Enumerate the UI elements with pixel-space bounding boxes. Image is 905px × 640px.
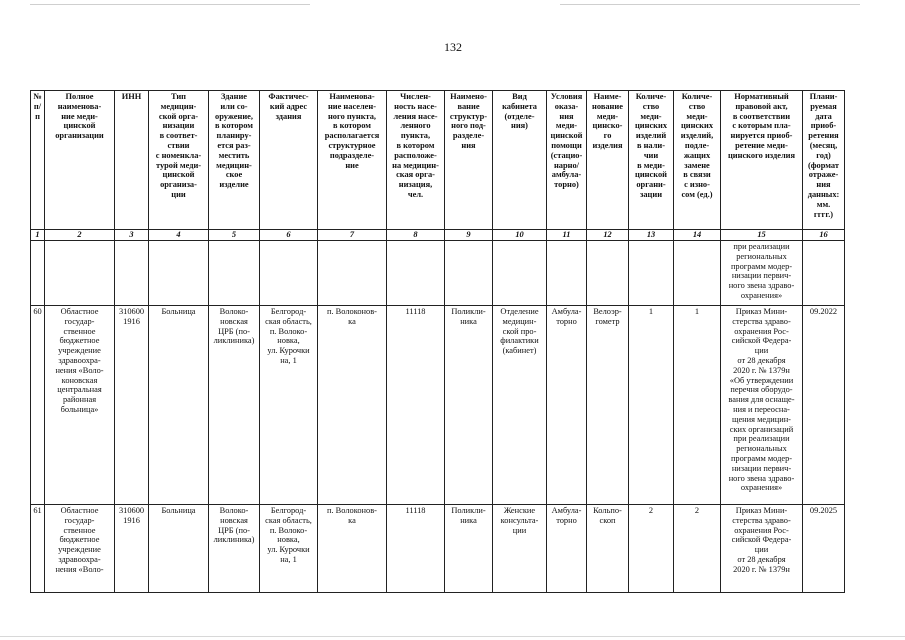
- column-number: 7: [318, 230, 387, 241]
- table-cell: [31, 241, 45, 306]
- column-number: 5: [209, 230, 260, 241]
- medical-equipment-table: [30, 90, 845, 593]
- qty-available-cell: 2: [629, 505, 674, 593]
- header-cell: Наиме- нование меди- цинско- го изделия: [587, 91, 629, 230]
- column-number: 12: [587, 230, 629, 241]
- header-cell: Наименова- ние населен- ного пункта, в котором располагается структурное подразделе- ние: [318, 91, 387, 230]
- header-cell: Полное наименова- ние меди- цинской организации: [45, 91, 115, 230]
- organization-name: Областное государ- ственное бюджетное учреждение здравоохра- нения «Воло-: [45, 505, 115, 593]
- column-number: 4: [149, 230, 209, 241]
- organization-name: Областное государ- ственное бюджетное учреждение здравоохра- нения «Воло- коновская центральная районная больница»: [45, 306, 115, 505]
- header-cell: Наимено- вание структур- ного под- разделе- ния: [445, 91, 493, 230]
- table-cell: [674, 241, 721, 306]
- column-number-row: [31, 230, 845, 241]
- legal-act-cell: Приказ Мини- стерства здраво- охранения Рос- сийской Федера- ции от 28 декабря 2020 г. № 1379н «Об утверждении перечня оборудо- вания для оснаще- ния и переосна- щения медицин- ских организаций при реализации региональных программ модер- низации первич- ного звена здраво- охранения»: [721, 306, 803, 505]
- table-row: [31, 306, 845, 505]
- table-cell: [260, 241, 318, 306]
- qty-replace-cell: 1: [674, 306, 721, 505]
- header-cell: Условия оказа- ния меди- цинской помощи (стацио- нарно/ амбула- торно): [547, 91, 587, 230]
- continuation-row: [31, 241, 845, 306]
- unit-cell: Поликли- ника: [445, 505, 493, 593]
- conditions-cell: Амбула- торно: [547, 505, 587, 593]
- table-cell: [318, 241, 387, 306]
- column-number: 10: [493, 230, 547, 241]
- inn-cell: 310600 1916: [115, 505, 149, 593]
- row-number: 60: [31, 306, 45, 505]
- medical-equipment-table-wrapper: [30, 90, 845, 593]
- qty-replace-cell: 2: [674, 505, 721, 593]
- organization-type: Больница: [149, 306, 209, 505]
- header-cell: № п/п: [31, 91, 45, 230]
- table-cell: [209, 241, 260, 306]
- date-cell: 09.2022: [803, 306, 845, 505]
- header-cell: Количе- ство меди- цинских изделий, подле- жащих замене в связи с изно- сом (ед.): [674, 91, 721, 230]
- table-cell: [45, 241, 115, 306]
- column-number: 11: [547, 230, 587, 241]
- building-cell: Волоко- новская ЦРБ (по- ликлиника): [209, 306, 260, 505]
- locality-cell: п. Волоконов- ка: [318, 306, 387, 505]
- table-cell: [547, 241, 587, 306]
- column-number: 15: [721, 230, 803, 241]
- address-cell: Белгород- ская область, п. Волоко- новка, ул. Курочки на, 1: [260, 505, 318, 593]
- header-cell: Фактичес- кий адрес здания: [260, 91, 318, 230]
- column-number: 9: [445, 230, 493, 241]
- scan-artifact-bottom: [0, 636, 905, 637]
- table-cell: [587, 241, 629, 306]
- column-number: 16: [803, 230, 845, 241]
- unit-cell: Поликли- ника: [445, 306, 493, 505]
- device-cell: Велоэр- гометр: [587, 306, 629, 505]
- device-cell: Кольпо- скоп: [587, 505, 629, 593]
- table-row: [31, 505, 845, 593]
- qty-available-cell: 1: [629, 306, 674, 505]
- population-cell: 11118: [387, 505, 445, 593]
- column-number: 14: [674, 230, 721, 241]
- header-cell: Вид кабинета (отделе- ния): [493, 91, 547, 230]
- table-cell: [629, 241, 674, 306]
- organization-type: Больница: [149, 505, 209, 593]
- conditions-cell: Амбула- торно: [547, 306, 587, 505]
- population-cell: 11118: [387, 306, 445, 505]
- column-number: 8: [387, 230, 445, 241]
- column-number: 1: [31, 230, 45, 241]
- building-cell: Волоко- новская ЦРБ (по- ликлиника): [209, 505, 260, 593]
- inn-cell: 310600 1916: [115, 306, 149, 505]
- table-cell: [149, 241, 209, 306]
- cabinet-cell: Женские консульта- ции: [493, 505, 547, 593]
- header-cell: Плани- руемая дата приоб- ретения (месяц, год) (формат отраже- ния данных: мм. гггг.): [803, 91, 845, 230]
- column-number: 6: [260, 230, 318, 241]
- column-number: 13: [629, 230, 674, 241]
- table-cell: [115, 241, 149, 306]
- table-cell: [493, 241, 547, 306]
- page-number: 132: [444, 40, 462, 54]
- row-number: 61: [31, 505, 45, 593]
- table-cell: [445, 241, 493, 306]
- legal-act-cell: Приказ Мини- стерства здраво- охранения Рос- сийской Федера- ции от 28 декабря 2020 г. № 1379н: [721, 505, 803, 593]
- legal-act-continuation: при реализации региональных программ модер- низации первич- ного звена здраво- охранения»: [721, 241, 803, 306]
- column-number: 2: [45, 230, 115, 241]
- header-cell: Тип медицин- ской орга- низации в соответ- ствии с номенкла- турой меди- цинской организа- ции: [149, 91, 209, 230]
- column-number: 3: [115, 230, 149, 241]
- table-cell: [387, 241, 445, 306]
- header-cell: ИНН: [115, 91, 149, 230]
- header-cell: Нормативный правовой акт, в соответствии с которым пла- нируется приоб- ретение меди- цинского изделия: [721, 91, 803, 230]
- header-cell: Числен- ность насе- ления насе- ленного пункта, в котором расположе- на медицин- ская орга- низация, чел.: [387, 91, 445, 230]
- header-cell: Количе- ство меди- цинских изделий в нали- чии в меди- цинской органи- зации: [629, 91, 674, 230]
- locality-cell: п. Волоконов- ка: [318, 505, 387, 593]
- scan-artifact-top-right: [560, 4, 860, 5]
- date-cell: 09.2025: [803, 505, 845, 593]
- table-cell: [803, 241, 845, 306]
- table-header-row: [31, 91, 845, 230]
- header-cell: Здание или со- оружение, в котором планиру- ется раз- местить медицин- ское изделие: [209, 91, 260, 230]
- scan-artifact-top-left: [30, 4, 310, 5]
- cabinet-cell: Отделение медицин- ской про- филактики (кабинет): [493, 306, 547, 505]
- address-cell: Белгород- ская область, п. Волоко- новка, ул. Курочки на, 1: [260, 306, 318, 505]
